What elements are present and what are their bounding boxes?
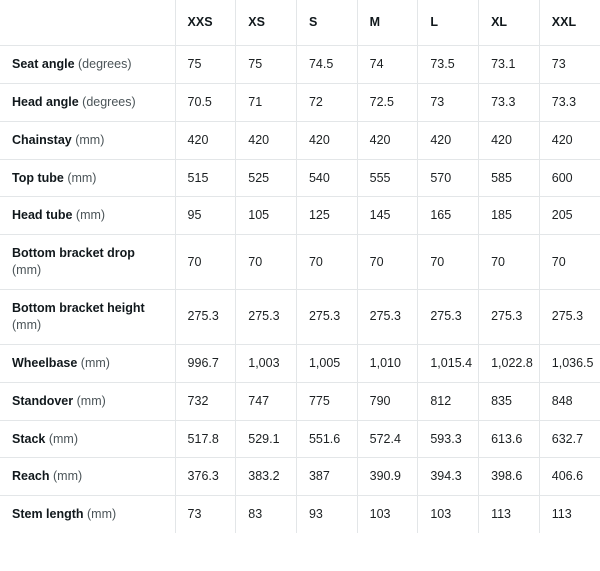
table-cell: 113	[551, 507, 572, 522]
table-cell: 113	[479, 496, 540, 533]
table-cell: 517.8	[175, 420, 236, 458]
table-cell: 835	[479, 382, 540, 420]
table-cell: 420	[539, 121, 600, 159]
table-cell: 1,005	[296, 344, 357, 382]
table-cell: 529.1	[236, 420, 297, 458]
row-label: Head tube	[12, 208, 73, 223]
column-header-xxs: XXS	[175, 0, 236, 45]
table-cell: 185	[479, 197, 540, 235]
table-cell: 1,010	[357, 344, 418, 382]
row-unit: (mm)	[49, 469, 83, 484]
table-cell: 73	[539, 45, 600, 83]
row-header	[0, 83, 175, 121]
row-label: Bottom bracket height	[12, 301, 145, 315]
table-cell: 551.6	[296, 420, 357, 458]
table-cell: 275.3	[175, 290, 236, 345]
table-row	[0, 458, 600, 496]
row-header	[0, 45, 175, 83]
table-cell: 613.6	[479, 420, 540, 458]
column-header-s: S	[296, 0, 357, 45]
table-cell: 275.3	[539, 290, 600, 345]
table-cell: 593.3	[418, 420, 479, 458]
table-cell: 73	[418, 83, 479, 121]
table-cell: 790	[357, 382, 418, 420]
table-cell: 74.5	[296, 45, 357, 83]
table-cell: 540	[296, 159, 357, 197]
table-cell: 632.7	[539, 420, 600, 458]
row-unit: (mm)	[73, 393, 106, 408]
table-cell: 996.7	[175, 344, 236, 382]
table-cell: 70	[175, 235, 236, 290]
table-cell: 72.5	[357, 83, 418, 121]
row-header	[0, 420, 175, 458]
row-header	[0, 344, 175, 382]
row-unit: (mm)	[83, 507, 117, 522]
table-cell: 95	[175, 197, 236, 235]
column-header-m: M	[357, 0, 418, 45]
row-label: Stem length	[12, 507, 84, 522]
row-unit: (mm)	[72, 208, 106, 223]
table-cell: 390.9	[357, 458, 418, 496]
table-cell: 1,022.8	[479, 344, 540, 382]
table-cell: 848	[539, 382, 600, 420]
table-cell: 73.1	[479, 45, 540, 83]
table-cell: 525	[236, 159, 297, 197]
table-cell: 406.6	[539, 458, 600, 496]
row-unit: (degrees)	[74, 56, 132, 71]
row-label: Seat angle	[12, 56, 75, 71]
table-row	[0, 382, 600, 420]
row-unit: (mm)	[45, 431, 78, 446]
row-label: Chainstay	[12, 132, 72, 147]
table-row	[0, 83, 600, 121]
row-header	[0, 496, 175, 533]
table-row	[0, 420, 600, 458]
table-cell: 420	[296, 121, 357, 159]
row-label: Top tube	[12, 170, 64, 185]
row-label: Standover	[12, 393, 74, 408]
row-unit: (mm)	[12, 317, 42, 332]
row-label: Stack	[12, 431, 46, 446]
table-row	[0, 496, 600, 533]
table-cell: 70	[418, 235, 479, 290]
table-row	[0, 197, 600, 235]
table-cell: 1,015.4	[418, 344, 479, 382]
table-cell: 572.4	[357, 420, 418, 458]
row-header	[0, 382, 175, 420]
table-cell: 275.3	[479, 290, 540, 345]
table-cell: 420	[236, 121, 297, 159]
table-row	[0, 290, 600, 345]
row-unit: (mm)	[77, 355, 110, 370]
table-cell: 376.3	[175, 458, 236, 496]
table-cell: 93	[296, 496, 357, 533]
table-cell: 70	[296, 235, 357, 290]
row-header	[0, 121, 175, 159]
row-unit: (mm)	[12, 263, 42, 278]
table-cell: 383.2	[236, 458, 297, 496]
table-cell: 420	[418, 121, 479, 159]
table-cell: 600	[539, 159, 600, 197]
row-unit: (mm)	[63, 170, 97, 185]
table-cell: 570	[418, 159, 479, 197]
table-cell: 398.6	[479, 458, 540, 496]
row-unit: (mm)	[71, 132, 105, 147]
table-cell: 105	[236, 197, 297, 235]
table-cell: 70.5	[175, 83, 236, 121]
table-cell: 83	[236, 496, 297, 533]
row-label: Head angle	[12, 94, 79, 109]
column-header-xs: XS	[236, 0, 297, 45]
table-cell: 812	[418, 382, 479, 420]
table-cell: 73	[175, 496, 236, 533]
table-row	[0, 121, 600, 159]
table-cell: 103	[418, 496, 479, 533]
row-header	[0, 235, 175, 290]
table-cell: 420	[479, 121, 540, 159]
row-header	[0, 458, 175, 496]
table-header	[0, 0, 600, 45]
row-label: Reach	[12, 469, 50, 484]
row-header	[0, 290, 175, 345]
table-row	[0, 45, 600, 83]
table-cell: 515	[175, 159, 236, 197]
table-cell: 70	[357, 235, 418, 290]
table-cell: 420	[175, 121, 236, 159]
table-cell: 70	[479, 235, 540, 290]
table-cell: 775	[296, 382, 357, 420]
table-cell: 75	[236, 45, 297, 83]
table-cell: 70	[236, 235, 297, 290]
table-row	[0, 159, 600, 197]
table-cell: 74	[357, 45, 418, 83]
row-label: Wheelbase	[12, 355, 78, 370]
table-cell: 205	[539, 197, 600, 235]
table-cell: 585	[479, 159, 540, 197]
row-header	[0, 197, 175, 235]
column-header-l: L	[418, 0, 479, 45]
table-cell: 275.3	[296, 290, 357, 345]
table-cell: 73.5	[418, 45, 479, 83]
row-header	[0, 159, 175, 197]
table-cell: 71	[236, 83, 297, 121]
table-cell: 275.3	[236, 290, 297, 345]
row-label: Bottom bracket drop	[12, 246, 135, 261]
table-cell: 73.3	[539, 83, 600, 121]
table-cell: 420	[357, 121, 418, 159]
table-cell: 394.3	[418, 458, 479, 496]
table-cell: 275.3	[357, 290, 418, 345]
table-row	[0, 344, 600, 382]
table-cell: 165	[418, 197, 479, 235]
table-cell: 1,003	[236, 344, 297, 382]
table-cell: 145	[357, 197, 418, 235]
table-cell: 103	[357, 496, 418, 533]
table-cell: 387	[296, 458, 357, 496]
table-cell: 72	[296, 83, 357, 121]
table-cell: 125	[296, 197, 357, 235]
table-cell: 70	[539, 235, 600, 290]
table-cell: 747	[236, 382, 297, 420]
table-cell: 555	[357, 159, 418, 197]
table-row	[0, 235, 600, 290]
table-header-row	[0, 0, 600, 45]
row-unit: (degrees)	[78, 94, 136, 109]
table-cell: 275.3	[418, 290, 479, 345]
table-cell: 73.3	[479, 83, 540, 121]
table-cell: 732	[175, 382, 236, 420]
table-cell: 1,036.5	[539, 344, 600, 382]
table-cell: 75	[175, 45, 236, 83]
table-corner-cell	[0, 0, 175, 45]
column-header-xxl: XXL	[539, 0, 600, 45]
column-header-xl: XL	[479, 0, 540, 45]
table-body	[0, 45, 600, 533]
